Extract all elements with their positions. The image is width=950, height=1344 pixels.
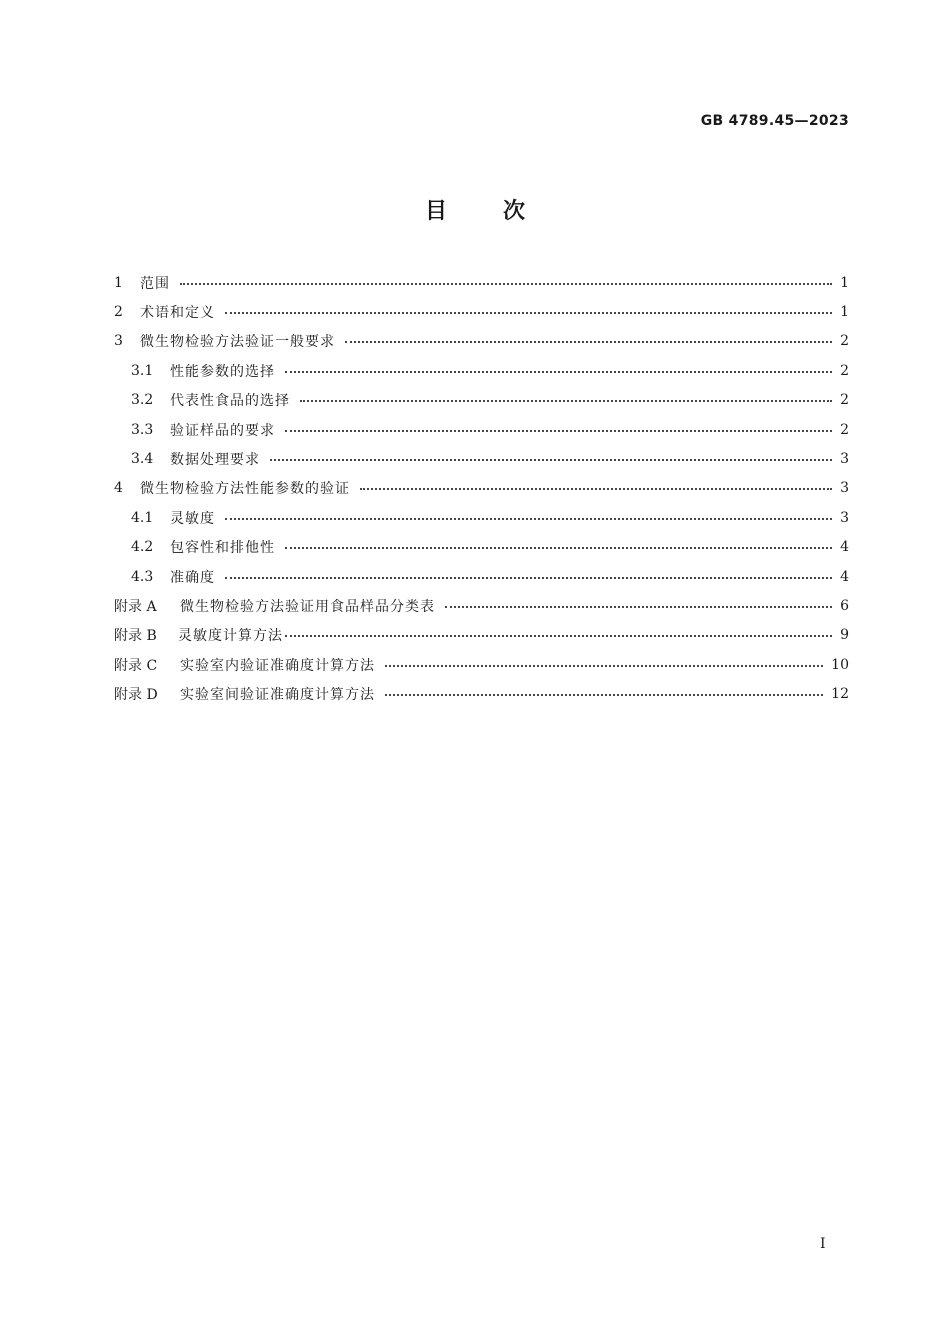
toc-entry-title: 验证样品的要求 xyxy=(170,422,275,439)
toc-entry-number: 2 xyxy=(114,304,123,321)
toc-entry-page: 2 xyxy=(840,362,849,379)
toc-entry-title: 范围 xyxy=(140,275,170,292)
toc-dot-leader xyxy=(285,371,832,373)
toc-entry-number: 4 xyxy=(114,480,123,497)
toc-entry-title: 灵敏度 xyxy=(170,510,215,527)
toc-dot-leader xyxy=(285,547,832,549)
toc-entry-page: 4 xyxy=(840,539,849,556)
toc-entry-number: 3.4 xyxy=(131,451,154,468)
toc-entry-appendix-c[interactable] xyxy=(114,650,849,679)
toc-dot-leader xyxy=(270,459,832,461)
toc-entry-title: 微生物检验方法验证一般要求 xyxy=(140,334,335,351)
toc-entry-number: 3.1 xyxy=(131,362,154,379)
toc-entry-3[interactable] xyxy=(114,327,849,356)
toc-dot-leader xyxy=(385,694,823,696)
toc-dot-leader xyxy=(225,577,832,579)
toc-entry-number: 4.2 xyxy=(131,539,154,556)
toc-entry-page: 2 xyxy=(840,421,849,438)
toc-entry-3-2[interactable] xyxy=(114,386,849,415)
toc-dot-leader xyxy=(285,635,832,637)
toc-entry-appendix-d[interactable] xyxy=(114,679,849,708)
toc-entry-number: 1 xyxy=(114,274,123,291)
toc-entry-title: 术语和定义 xyxy=(140,305,215,322)
toc-entry-title: 性能参数的选择 xyxy=(170,363,275,380)
toc-entry-number: 4.3 xyxy=(131,568,154,585)
toc-entry-title: 微生物检验方法性能参数的验证 xyxy=(140,481,350,498)
toc-dot-leader xyxy=(360,488,832,490)
toc-dot-leader xyxy=(345,341,832,343)
toc-entry-1[interactable] xyxy=(114,268,849,297)
table-of-contents xyxy=(114,268,849,709)
toc-entry-number: 4.1 xyxy=(131,509,154,526)
toc-dot-leader xyxy=(285,430,832,432)
toc-entry-page: 6 xyxy=(840,597,849,614)
toc-entry-page: 2 xyxy=(840,333,849,350)
page-number: I xyxy=(820,1236,826,1252)
toc-entry-page: 3 xyxy=(840,509,849,526)
toc-entry-page: 1 xyxy=(840,274,849,291)
toc-entry-title: 实验室间验证准确度计算方法 xyxy=(180,687,375,704)
toc-entry-appendix-a[interactable] xyxy=(114,591,849,620)
toc-entry-number: 3.2 xyxy=(131,392,154,409)
toc-entry-number: 附录 B xyxy=(114,628,157,645)
toc-entry-page: 1 xyxy=(840,304,849,321)
toc-entry-appendix-b[interactable] xyxy=(114,621,849,650)
standard-code: GB 4789.45—2023 xyxy=(700,113,849,129)
toc-entry-3-1[interactable] xyxy=(114,356,849,385)
toc-entry-title: 数据处理要求 xyxy=(170,452,260,469)
toc-entry-4-3[interactable] xyxy=(114,562,849,591)
toc-entry-title: 实验室内验证准确度计算方法 xyxy=(180,657,375,674)
toc-entry-number: 3 xyxy=(114,333,123,350)
toc-entry-number: 附录 C xyxy=(114,657,158,674)
toc-entry-4-1[interactable] xyxy=(114,503,849,532)
toc-entry-page: 9 xyxy=(840,627,849,644)
toc-entry-page: 2 xyxy=(840,392,849,409)
toc-dot-leader xyxy=(225,518,832,520)
toc-entry-4[interactable] xyxy=(114,474,849,503)
toc-entry-number: 附录 D xyxy=(114,687,158,704)
toc-entry-4-2[interactable] xyxy=(114,533,849,562)
toc-dot-leader xyxy=(385,665,823,667)
toc-entry-2[interactable] xyxy=(114,297,849,326)
toc-dot-leader xyxy=(445,606,832,608)
toc-entry-3-3[interactable] xyxy=(114,415,849,444)
toc-entry-page: 3 xyxy=(840,480,849,497)
toc-entry-page: 12 xyxy=(831,686,849,703)
toc-dot-leader xyxy=(180,283,832,285)
toc-dot-leader xyxy=(225,312,832,314)
toc-dot-leader xyxy=(300,400,832,402)
toc-entry-title: 准确度 xyxy=(170,569,215,586)
toc-entry-3-4[interactable] xyxy=(114,444,849,473)
toc-title: 目次 xyxy=(424,199,581,224)
toc-entry-page: 4 xyxy=(840,568,849,585)
toc-entry-page: 10 xyxy=(831,656,849,673)
toc-entry-number: 3.3 xyxy=(131,421,154,438)
toc-entry-title: 代表性食品的选择 xyxy=(170,393,290,410)
toc-entry-page: 3 xyxy=(840,451,849,468)
toc-entry-number: 附录 A xyxy=(114,598,157,615)
toc-entry-title: 微生物检验方法验证用食品样品分类表 xyxy=(180,598,435,615)
toc-entry-title: 包容性和排他性 xyxy=(170,540,275,557)
toc-entry-title: 灵敏度计算方法 xyxy=(178,628,283,645)
